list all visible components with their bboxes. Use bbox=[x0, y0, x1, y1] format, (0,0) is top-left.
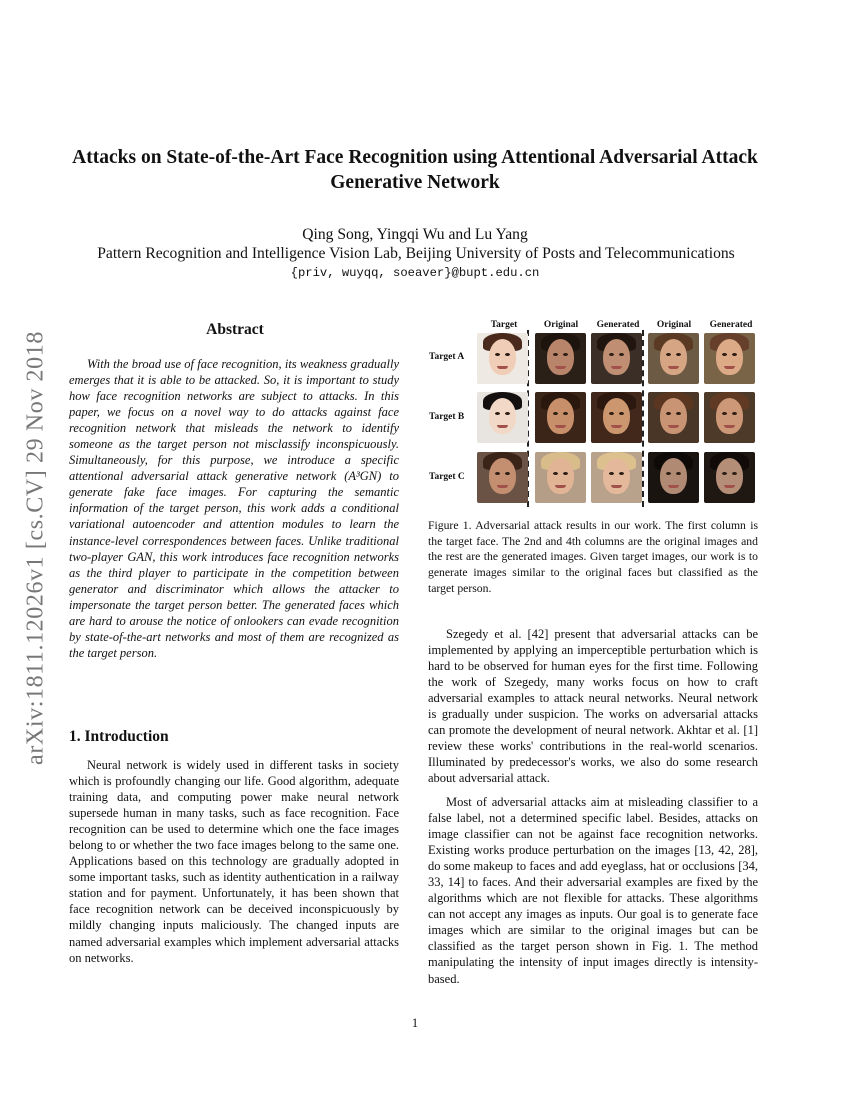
face-image-original bbox=[535, 333, 586, 384]
introduction-heading: 1. Introduction bbox=[69, 728, 169, 745]
abstract-heading: Abstract bbox=[206, 321, 264, 338]
arxiv-identifier: arXiv:1811.12026v1 [cs.CV] 29 Nov 2018 bbox=[22, 331, 49, 765]
face-image-generated bbox=[704, 392, 755, 443]
face-image-target-a bbox=[477, 333, 528, 384]
face-image-generated bbox=[591, 333, 642, 384]
face-image-generated bbox=[591, 452, 642, 503]
face-image-original bbox=[535, 392, 586, 443]
face-image-original bbox=[648, 392, 699, 443]
face-image-original bbox=[648, 333, 699, 384]
affiliation: Pattern Recognition and Intelligence Vision Lab, Beijing University of Posts and Telecommunications bbox=[97, 245, 735, 262]
email-addresses: {priv, wuyqq, soeaver}@bupt.edu.cn bbox=[290, 266, 540, 280]
column-header: Generated bbox=[709, 320, 753, 330]
row-label: Target C bbox=[429, 472, 465, 482]
face-image-target-c bbox=[477, 452, 528, 503]
row-label: Target A bbox=[429, 352, 465, 362]
body-paragraph: Most of adversarial attacks aim at misleading classifier to a false label, not a determined specific label. Besides, attacks on image classifier can not be against face recognition networks. Existing works produce perturbation on the images [13, 42, 28], do some makeup to faces and add eyeglass, hat or occlusions [34, 33, 14] to faces. And their adversarial examples are fixed by the algorithms which are not flexible for attacks. These algorithms can not accept any images as inputs. Our goal is to generate face images which are similar to the original images but can be classified as the target person shown in Fig. 1. The method manipulating the intensity of input images directly is intensity-based. bbox=[428, 795, 758, 986]
column-header: Original bbox=[543, 320, 579, 330]
figure-caption: Figure 1. Adversarial attack results in our work. The first column is the target face. The 2nd and 4th columns are the original images and the rest are the generated images. Given target images, our work is to generate images similar to the original faces but classified as the target person. bbox=[428, 519, 758, 595]
face-image-generated bbox=[591, 392, 642, 443]
introduction-paragraph: Neural network is widely used in different tasks in society which is profoundly changing our life. Good algorithm, adequate training data, and computing power make neural network supersede human in many tasks, such as face recognition. Face recognition can be used to determine which one the face images belong to or whether the two face images belong to the same one. Applications based on this technology are gradually adopted in some important tasks, such as identity authentication in a railway station and for payment. Unfortunately, it has been shown that face recognition network can be deceived inconspicuously by mildly changing inputs maliciously. The changed inputs are named adversarial examples which implement adversarial attacks on networks. bbox=[69, 758, 399, 965]
abstract-text: With the broad use of face recognition, its weakness gradually emerges that it is able to be attacked. So, it is important to study how face recognition networks are subject to attacks. In this paper, we focus on a novel way to do attacks against face recognition network that misleads the network to identify someone as the target person not misclassify inconspicuously. Simultaneously, for this purpose, we introduce a specific attentional adversarial attack generative network (A³GN) to generate fake face images. For capturing the semantic information of the target person, this work adds a conditional variational autoencoder and attention modules to learn the instance-level correspondences between faces. Unlike traditional two-player GAN, this work introduces face recognition networks as the third player to participate in the competition between generator and discriminator which allows the attacker to impersonate the target person better. The generated faces which are hard to arouse the notice of onlookers can evade recognition by state-of-the-art networks and most of them are recognized as the target person. bbox=[69, 357, 399, 660]
face-image-original bbox=[535, 452, 586, 503]
face-image-generated bbox=[704, 452, 755, 503]
face-image-original bbox=[648, 452, 699, 503]
row-label: Target B bbox=[429, 412, 465, 422]
column-header: Target bbox=[490, 320, 518, 330]
authors: Qing Song, Yingqi Wu and Lu Yang bbox=[302, 226, 528, 243]
column-header: Original bbox=[656, 320, 692, 330]
figure-divider bbox=[642, 330, 644, 507]
face-image-generated bbox=[704, 333, 755, 384]
column-header: Generated bbox=[596, 320, 640, 330]
body-paragraph: Szegedy et al. [42] present that adversarial attacks can be implemented by applying an imperceptible perturbation which is hard to be observed for human eyes for the first time. Following the work of Szegedy, many works focus on how to craft adversarial examples to attack neural networks. Neural network is gradually under suspicion. The works on adversarial attacks can promote the development of neural network. Akhtar et al. [1] review these works' contributions in the real-world scenarios. Illuminated by predecessor's works, we also do some research about adversarial attack. bbox=[428, 627, 758, 786]
paper-title: Attacks on State-of-the-Art Face Recognition using Attentional Adversarial Attack Generative Network bbox=[72, 147, 758, 193]
page-number: 1 bbox=[411, 1016, 419, 1030]
face-image-target-b bbox=[477, 392, 528, 443]
